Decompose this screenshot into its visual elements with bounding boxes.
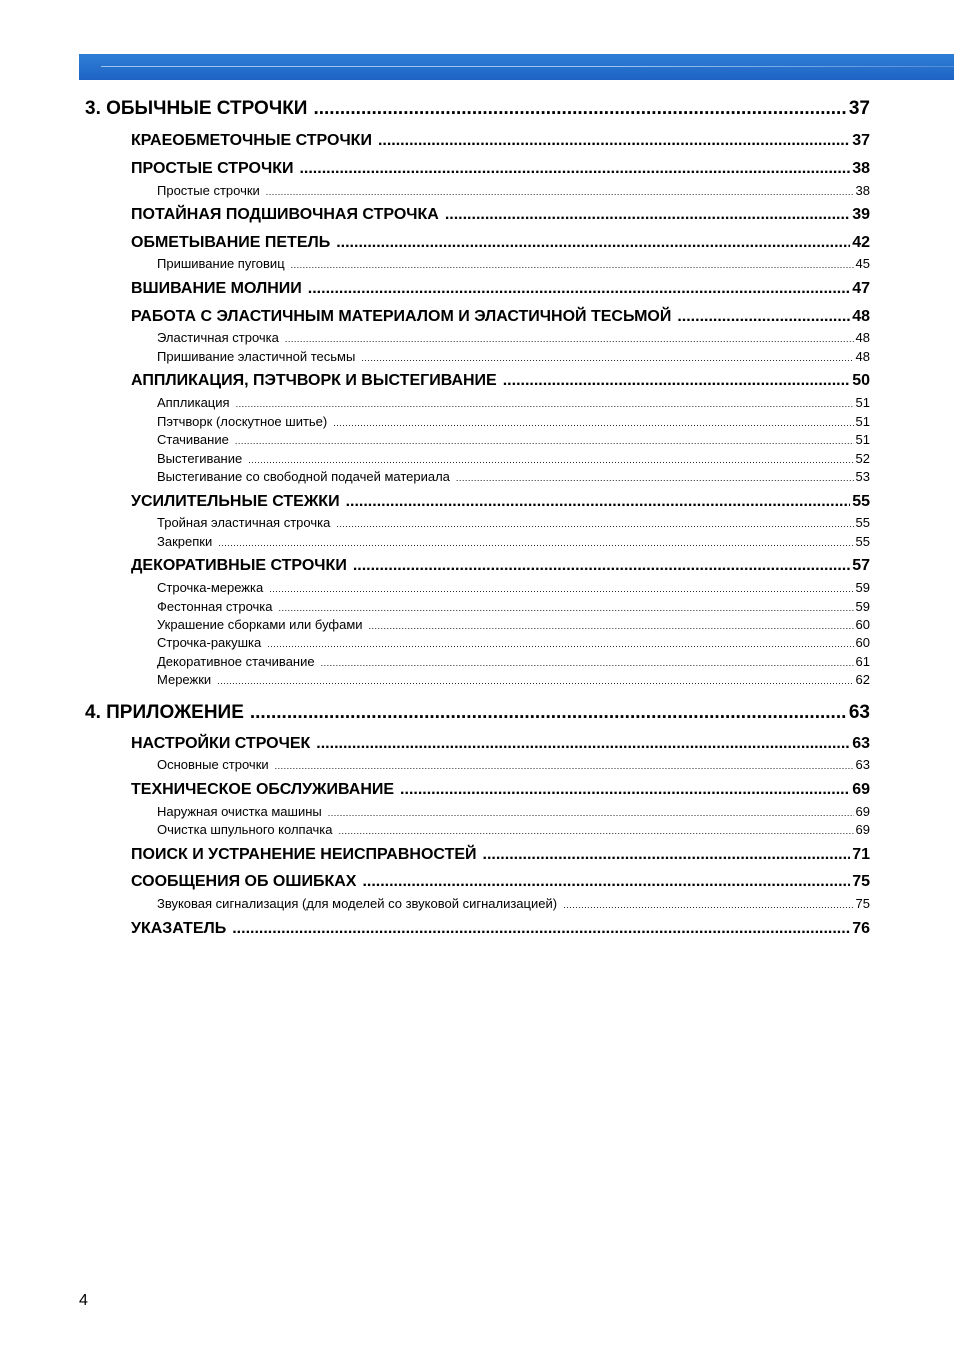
toc-entry-label: Стачивание xyxy=(157,432,229,447)
toc-entry-label: УКАЗАТЕЛЬ xyxy=(131,920,227,937)
toc-entry-page: 51 xyxy=(855,414,870,429)
leader-dots xyxy=(333,418,853,428)
toc-entry-page: 55 xyxy=(855,515,870,530)
toc-entry-label: ОБМЕТЫВАНИЕ ПЕТЕЛЬ xyxy=(131,234,331,251)
toc-entry[interactable] xyxy=(85,98,870,120)
toc-entry-page: 63 xyxy=(848,702,870,723)
leader-dots xyxy=(266,187,854,197)
toc-entry[interactable] xyxy=(157,580,870,595)
leader-dots xyxy=(218,538,853,548)
leader-dots xyxy=(285,334,854,344)
toc-entry[interactable] xyxy=(131,160,870,178)
toc-entry-label: Украшение сборками или буфами xyxy=(157,617,363,632)
leader-dots xyxy=(336,519,853,529)
leader-dots xyxy=(316,735,850,753)
toc-entry[interactable] xyxy=(131,873,870,891)
leader-dots xyxy=(308,280,850,298)
toc-entry[interactable] xyxy=(131,280,870,298)
leader-dots xyxy=(267,639,853,649)
leader-dots xyxy=(346,493,851,511)
toc-entry[interactable] xyxy=(157,757,870,772)
leader-dots xyxy=(313,98,846,120)
toc-entry[interactable] xyxy=(157,822,870,837)
toc-entry[interactable] xyxy=(131,308,870,326)
toc-entry-label: Очистка шпульного колпачка xyxy=(157,822,333,837)
toc-entry-label: Выстегивание xyxy=(157,451,243,466)
toc-entry-page: 55 xyxy=(855,534,870,549)
toc-entry[interactable] xyxy=(131,735,870,753)
toc-entry-page: 55 xyxy=(852,493,870,510)
leader-dots xyxy=(235,436,854,446)
leader-dots xyxy=(321,658,854,668)
toc-entry-label: Декоративное стачивание xyxy=(157,654,315,669)
leader-dots xyxy=(269,584,853,594)
toc-entry[interactable] xyxy=(157,672,870,687)
toc-entry-label: Пришивание эластичной тесьмы xyxy=(157,349,356,364)
toc-entry[interactable] xyxy=(157,469,870,484)
leader-dots xyxy=(503,372,850,390)
toc-entry[interactable] xyxy=(131,132,870,150)
toc-entry-label: Строчка-ракушка xyxy=(157,635,262,650)
toc-entry-page: 60 xyxy=(855,635,870,650)
toc-entry-label: Наружная очистка машины xyxy=(157,804,322,819)
toc-entry-page: 50 xyxy=(852,372,870,389)
toc-entry-page: 59 xyxy=(855,580,870,595)
toc-entry[interactable] xyxy=(157,395,870,410)
leader-dots xyxy=(483,846,851,864)
toc-entry-label: КРАЕОБМЕТОЧНЫЕ СТРОЧКИ xyxy=(131,132,372,149)
toc-entry-label: Мережки xyxy=(157,672,212,687)
toc-entry-label: ПОТАЙНАЯ ПОДШИВОЧНАЯ СТРОЧКА xyxy=(131,206,439,223)
leader-dots xyxy=(291,260,854,270)
leader-dots xyxy=(339,826,854,836)
toc-entry-label: ДЕКОРАТИВНЫЕ СТРОЧКИ xyxy=(131,557,347,574)
toc-entry-page: 52 xyxy=(855,451,870,466)
toc-entry-page: 48 xyxy=(852,308,870,325)
toc-entry-label: Звуковая сигнализация (для моделей со звуковой сигнализацией) xyxy=(157,896,558,911)
toc-entry-label: ВШИВАНИЕ МОЛНИИ xyxy=(131,280,302,297)
toc-entry[interactable] xyxy=(131,234,870,252)
header-rule xyxy=(101,66,954,67)
leader-dots xyxy=(456,473,854,483)
leader-dots xyxy=(236,399,854,409)
toc-entry-page: 63 xyxy=(855,757,870,772)
toc-entry-page: 62 xyxy=(855,672,870,687)
toc-entry-label: ПРОСТЫЕ СТРОЧКИ xyxy=(131,160,294,177)
leader-dots xyxy=(400,781,850,799)
toc-entry-label: Строчка-мережка xyxy=(157,580,264,595)
leader-dots xyxy=(353,557,850,575)
leader-dots xyxy=(279,603,854,613)
leader-dots xyxy=(275,761,854,771)
leader-dots xyxy=(328,808,854,818)
toc-entry-label: ПОИСК И УСТРАНЕНИЕ НЕИСПРАВНОСТЕЙ xyxy=(131,846,477,863)
toc-entry[interactable] xyxy=(157,432,870,447)
leader-dots xyxy=(361,353,853,363)
toc-entry[interactable] xyxy=(157,256,870,271)
toc-entry-page: 71 xyxy=(852,846,870,863)
leader-dots xyxy=(362,873,850,891)
leader-dots xyxy=(336,234,850,252)
toc-entry-label: Эластичная строчка xyxy=(157,330,279,345)
toc-entry-label: Пэтчворк (лоскутное шитье) xyxy=(157,414,328,429)
toc-entry[interactable] xyxy=(131,781,870,799)
toc-entry-page: 42 xyxy=(852,234,870,251)
toc-entry-page: 37 xyxy=(848,98,870,119)
toc-entry[interactable] xyxy=(85,702,870,724)
toc-entry-page: 69 xyxy=(855,822,870,837)
toc-entry[interactable] xyxy=(157,804,870,819)
leader-dots xyxy=(677,308,850,326)
toc-entry[interactable] xyxy=(157,617,870,632)
toc-entry[interactable] xyxy=(157,599,870,614)
toc-entry[interactable] xyxy=(157,635,870,650)
toc-entry-label: УСИЛИТЕЛЬНЫЕ СТЕЖКИ xyxy=(131,493,340,510)
leader-dots xyxy=(232,920,850,938)
toc-entry-label: 3. ОБЫЧНЫЕ СТРОЧКИ xyxy=(85,98,308,119)
toc-entry-label: Пришивание пуговиц xyxy=(157,256,285,271)
toc-entry-label: АППЛИКАЦИЯ, ПЭТЧВОРК И ВЫСТЕГИВАНИЕ xyxy=(131,372,497,389)
toc-entry[interactable] xyxy=(157,451,870,466)
toc-entry-page: 48 xyxy=(855,330,870,345)
toc-entry-page: 75 xyxy=(852,873,870,890)
page-number: 4 xyxy=(79,1292,88,1309)
toc-entry-page: 61 xyxy=(855,654,870,669)
toc-entry-label: Основные строчки xyxy=(157,757,269,772)
toc-entry-page: 37 xyxy=(852,132,870,149)
toc-entry-page: 60 xyxy=(855,617,870,632)
toc-entry-page: 69 xyxy=(855,804,870,819)
toc-entry-label: 4. ПРИЛОЖЕНИЕ xyxy=(85,702,244,723)
toc-entry-page: 53 xyxy=(855,469,870,484)
toc-entry-page: 38 xyxy=(852,160,870,177)
leader-dots xyxy=(250,702,847,724)
toc-entry[interactable] xyxy=(157,414,870,429)
toc-entry-page: 48 xyxy=(855,349,870,364)
toc-entry-page: 63 xyxy=(852,735,870,752)
header-band xyxy=(79,54,954,80)
toc-entry-label: СООБЩЕНИЯ ОБ ОШИБКАХ xyxy=(131,873,357,890)
leader-dots xyxy=(378,132,850,150)
toc-entry-label: Выстегивание со свободной подачей материала xyxy=(157,469,450,484)
toc-entry-page: 45 xyxy=(855,256,870,271)
toc-entry[interactable] xyxy=(131,557,870,575)
toc-entry-page: 75 xyxy=(855,896,870,911)
toc-entry[interactable] xyxy=(157,330,870,345)
leader-dots xyxy=(369,621,854,631)
toc-entry[interactable] xyxy=(131,206,870,224)
toc-entry-page: 39 xyxy=(852,206,870,223)
toc-entry-label: Аппликация xyxy=(157,395,230,410)
toc-entry-label: НАСТРОЙКИ СТРОЧЕК xyxy=(131,735,311,752)
toc-entry-label: ТЕХНИЧЕСКОЕ ОБСЛУЖИВАНИЕ xyxy=(131,781,395,798)
toc-entry[interactable] xyxy=(131,493,870,511)
toc-entry-label: Фестонная строчка xyxy=(157,599,273,614)
toc-entry-page: 57 xyxy=(852,557,870,574)
toc-entry[interactable] xyxy=(157,654,870,669)
toc-entry[interactable] xyxy=(131,920,870,938)
toc-entry-page: 47 xyxy=(852,280,870,297)
toc-entry-page: 51 xyxy=(855,395,870,410)
toc-entry-label: Простые строчки xyxy=(157,183,260,198)
toc-entry-page: 38 xyxy=(855,183,870,198)
toc-entry-page: 51 xyxy=(855,432,870,447)
toc-entry-label: РАБОТА С ЭЛАСТИЧНЫМ МАТЕРИАЛОМ И ЭЛАСТИЧНОЙ ТЕСЬМОЙ xyxy=(131,308,672,325)
toc-entry-label: Тройная эластичная строчка xyxy=(157,515,331,530)
toc-entry-label: Закрепки xyxy=(157,534,213,549)
toc-entry[interactable] xyxy=(157,534,870,549)
toc-entry[interactable] xyxy=(131,846,870,864)
toc-entry-page: 59 xyxy=(855,599,870,614)
leader-dots xyxy=(248,455,853,465)
toc-entry[interactable] xyxy=(157,896,870,911)
leader-dots xyxy=(217,676,853,686)
toc-entry[interactable] xyxy=(157,183,870,198)
toc-entry[interactable] xyxy=(157,349,870,364)
leader-dots xyxy=(563,900,853,910)
toc-entry[interactable] xyxy=(157,515,870,530)
leader-dots xyxy=(299,160,850,178)
leader-dots xyxy=(445,206,850,224)
toc-entry-page: 76 xyxy=(852,920,870,937)
toc-entry-page: 69 xyxy=(852,781,870,798)
toc-entry[interactable] xyxy=(131,372,870,390)
